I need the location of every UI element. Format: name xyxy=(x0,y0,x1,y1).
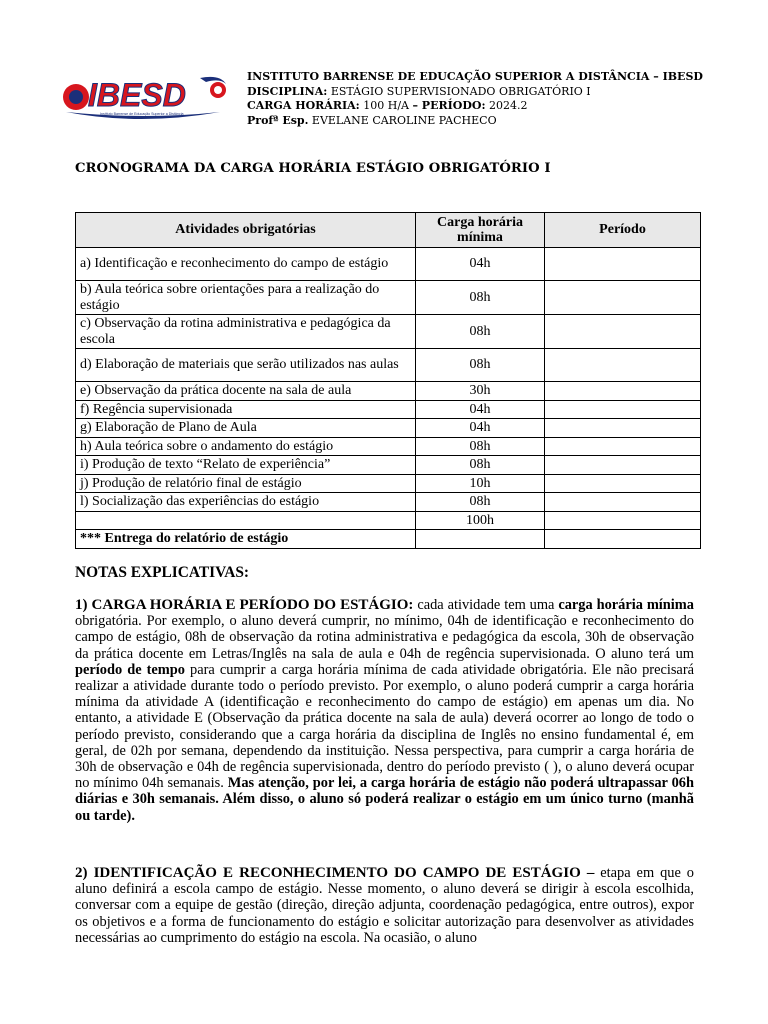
ibesd-logo xyxy=(60,68,228,126)
note-paragraph-2 xyxy=(75,865,694,946)
activity-cell: d) Elaboração de materiais que serão utilizados nas aulas xyxy=(76,349,416,382)
hours-cell: 08h xyxy=(416,349,545,382)
period-cell xyxy=(545,493,701,512)
note-paragraph-1 xyxy=(75,597,694,824)
activity-cell: f) Regência supervisionada xyxy=(76,400,416,419)
note-1-bold-b: período de tempo xyxy=(75,661,185,678)
hours-value: 100 H/A xyxy=(359,99,413,112)
period-cell xyxy=(545,437,701,456)
hours-line xyxy=(247,99,703,114)
period-cell xyxy=(545,382,701,401)
hours-cell: 08h xyxy=(416,493,545,512)
period-cell xyxy=(545,248,701,281)
period-cell xyxy=(545,281,701,315)
activity-cell: b) Aula teórica sobre orientações para a realização do estágio xyxy=(76,281,416,315)
hours-cell: 08h xyxy=(416,281,545,315)
logo-subtext: Instituto Barrense de Educação Superior a Distância xyxy=(100,112,184,116)
note-2-text: etapa em que o aluno definirá a escola campo de estágio. Nesse momento, o aluno deverá se dirigir à escola escolhida, conversar com a equipe de gestão (direção, direção adjunta, coordenação pedagógica, entre outros), expor os objetivos e a forma de funcionamento do estágio e solicitar autorização para desenvolver as atividades necessárias ao cumprimento do estágio na escola. Na ocasião, o aluno xyxy=(75,865,694,946)
hours-cell: 30h xyxy=(416,382,545,401)
hours-cell: 04h xyxy=(416,419,545,438)
table-header-row xyxy=(76,213,701,248)
header-activities: Atividades obrigatórias xyxy=(76,213,416,248)
total-row xyxy=(76,511,701,530)
discipline-value: ESTÁGIO SUPERVISIONADO OBRIGATÓRIO I xyxy=(327,84,591,98)
hours-cell: 04h xyxy=(416,248,545,281)
total-period-cell xyxy=(545,511,701,530)
activity-cell: j) Produção de relatório final de estágio xyxy=(76,474,416,493)
period-cell xyxy=(545,315,701,349)
activity-cell: g) Elaboração de Plano de Aula xyxy=(76,419,416,438)
delivery-period-cell xyxy=(545,530,701,549)
activity-cell: l) Socialização das experiências do estágio xyxy=(76,493,416,512)
table-row xyxy=(76,419,701,438)
period-cell xyxy=(545,349,701,382)
note-1-bold-a: carga horária mínima xyxy=(558,597,694,613)
institution-name: INSTITUTO BARRENSE DE EDUCAÇÃO SUPERIOR A DISTÂNCIA – IBESD xyxy=(247,70,703,83)
table-row xyxy=(76,248,701,281)
header-period: Período xyxy=(545,213,701,248)
note-1-heading: 1) CARGA HORÁRIA E PERÍODO DO ESTÁGIO: xyxy=(75,597,414,613)
period-cell xyxy=(545,474,701,493)
table-row xyxy=(76,382,701,401)
delivery-hours-cell xyxy=(416,530,545,549)
period-label: – PERÍODO: xyxy=(412,99,486,112)
note-1-text-a: cada atividade tem uma xyxy=(413,597,559,613)
hours-cell: 08h xyxy=(416,437,545,456)
table-row xyxy=(76,456,701,475)
header-min-hours: Carga horária mínima xyxy=(416,213,545,248)
delivery-cell: *** Entrega do relatório de estágio xyxy=(76,530,416,549)
table-row xyxy=(76,437,701,456)
professor-value: EVELANE CAROLINE PACHECO xyxy=(308,113,497,127)
hours-cell: 08h xyxy=(416,315,545,349)
table-row xyxy=(76,493,701,512)
note-2-heading: 2) IDENTIFICAÇÃO E RECONHECIMENTO DO CAMPO DE ESTÁGIO – xyxy=(75,865,595,881)
hours-label: CARGA HORÁRIA: xyxy=(247,99,360,112)
hours-cell: 08h xyxy=(416,456,545,475)
total-hours-cell: 100h xyxy=(416,511,545,530)
logo-text: IBESD xyxy=(88,77,186,113)
activity-cell: i) Produção de texto “Relato de experiência” xyxy=(76,456,416,475)
schedule-table xyxy=(75,212,701,549)
hours-cell: 10h xyxy=(416,474,545,493)
period-cell xyxy=(545,400,701,419)
document-title: CRONOGRAMA DA CARGA HORÁRIA ESTÁGIO OBRIGATÓRIO I xyxy=(75,161,551,176)
header-info xyxy=(247,70,703,128)
activity-cell: a) Identificação e reconhecimento do campo de estágio xyxy=(76,248,416,281)
note-1-text-b: obrigatória. Por exemplo, o aluno deverá cumprir, no mínimo, 04h de identificação e reconhecimento do campo de estágio, 08h de observação da rotina administrativa e pedagógica da escola, 30h de observação da prática docente em Letras/Inglês na sala de aula e 04h de regência supervisionada. O aluno terá um xyxy=(75,613,694,662)
period-cell xyxy=(545,419,701,438)
table-row xyxy=(76,281,701,315)
table-row xyxy=(76,474,701,493)
activity-cell: c) Observação da rotina administrativa e pedagógica da escola xyxy=(76,315,416,349)
professor-label: Profª Esp. xyxy=(247,113,309,127)
delivery-row xyxy=(76,530,701,549)
activity-cell: e) Observação da prática docente na sala de aula xyxy=(76,382,416,401)
activity-cell: h) Aula teórica sobre o andamento do estágio xyxy=(76,437,416,456)
table-row xyxy=(76,349,701,382)
table-row xyxy=(76,400,701,419)
period-cell xyxy=(545,456,701,475)
table-row xyxy=(76,315,701,349)
period-value: 2024.2 xyxy=(485,99,528,112)
total-label-cell xyxy=(76,511,416,530)
hours-cell: 04h xyxy=(416,400,545,419)
discipline-label: DISCIPLINA: xyxy=(247,84,328,98)
notes-title: NOTAS EXPLICATIVAS: xyxy=(75,564,250,581)
note-1-text-c: para cumprir a carga horária mínima de cada atividade obrigatória. Ele não precisará realizar a atividade durante todo o período previsto. Por exemplo, o aluno poderá cumprir a carga horária mínima da atividade A (identificação e reconhecimento do campo de estágio) em apenas um dia. No entanto, a atividade E (Observação da prática docente na sala de aula) deverá ocorrer ao longo de todo o período previsto, considerando que a carga horária da disciplina de Inglês no ensino fundamental é, em geral, de 02h por semana, dependendo da instituição. Nessa perspectiva, para cumprir a carga horária de 30h de observação e 04h de regência supervisionada, dentro do período previsto ( ), o aluno deverá ocupar no mínimo 04h semanais. xyxy=(75,661,695,792)
discipline-line xyxy=(247,85,703,100)
note-1-bold-c: Mas atenção, por lei, a carga horária de estágio não poderá ultrapassar 06h diárias e 30h semanais. Além disso, o aluno só poderá realizar o estágio em um único turno (manhã ou tarde). xyxy=(75,775,694,824)
professor-line xyxy=(247,114,703,129)
